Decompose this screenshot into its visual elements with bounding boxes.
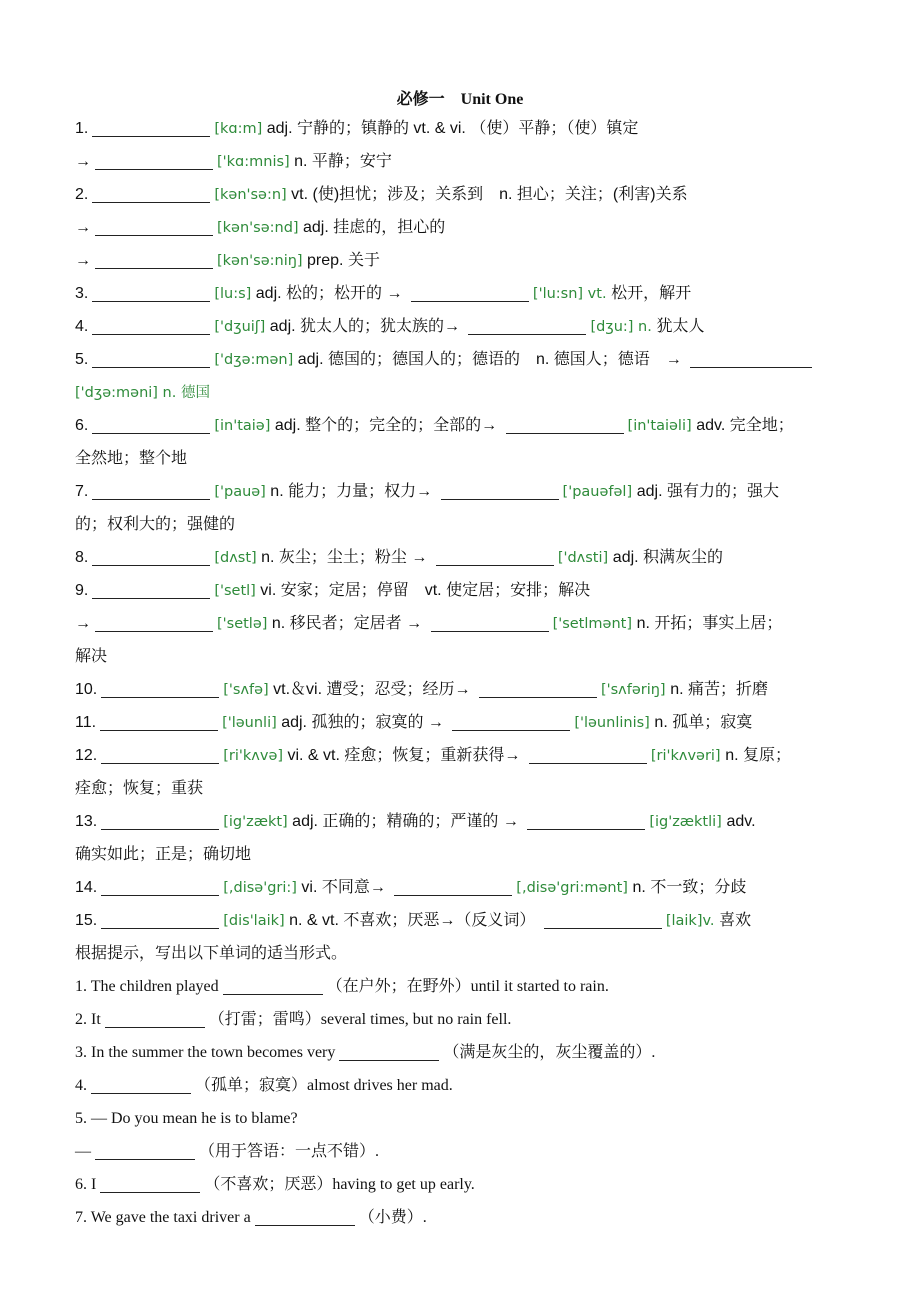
exercise-hint: （用于答语：一点不错）. (199, 1143, 380, 1160)
phonetic: ['dʒə:məni] n. 德国 (75, 385, 210, 401)
definition: n. 灰尘；尘土；粉尘 → (256, 549, 432, 566)
phonetic: [ig'zækt] (223, 814, 288, 830)
definition: 松开，解开 (611, 285, 692, 302)
answer-blank[interactable] (95, 248, 213, 269)
vocab-line (75, 706, 885, 739)
item-number: 2. (75, 186, 89, 203)
item-number: 4. (75, 318, 89, 335)
vocab-line (75, 343, 885, 376)
vocab-line (75, 409, 885, 442)
definition-continued: 痊愈；恢复；重获 (75, 780, 204, 797)
answer-blank[interactable] (394, 875, 512, 896)
phonetic: [,disə'gri:mənt] (516, 880, 633, 896)
answer-blank[interactable] (95, 1139, 195, 1160)
exercise-hint: （不喜欢；厌恶）having to get up early. (204, 1176, 475, 1193)
definition: n. 能力；力量；权力→ (265, 483, 437, 500)
definition: n. 不一致；分歧 (632, 879, 747, 896)
answer-blank[interactable] (223, 974, 323, 995)
phonetic: [dʒu:] n. (590, 319, 657, 335)
definition-continued: 确实如此；正是；确切地 (75, 846, 252, 863)
definition: vi. 不同意→ (296, 879, 391, 896)
answer-blank[interactable] (92, 479, 210, 500)
phonetic: ['setl] (214, 583, 256, 599)
definition: adv. (726, 813, 756, 830)
answer-blank[interactable] (92, 314, 210, 335)
vocab-line (75, 277, 885, 310)
exercise-hint: （打雷；雷鸣）several times, but no rain fell. (208, 1011, 512, 1028)
answer-blank[interactable] (92, 116, 210, 137)
answer-blank[interactable] (527, 809, 645, 830)
vocab-line (75, 640, 885, 673)
answer-blank[interactable] (479, 677, 597, 698)
definition: adj. 强有力的；强大 (636, 483, 779, 500)
phonetic: ['sʌfəriŋ] (600, 682, 671, 698)
exercise-text: 2. It (75, 1011, 101, 1028)
answer-blank[interactable] (105, 1007, 205, 1028)
answer-blank[interactable] (92, 413, 210, 434)
vocab-line (75, 772, 885, 805)
answer-blank[interactable] (92, 347, 210, 368)
answer-blank[interactable] (91, 1073, 191, 1094)
definition: vt.＆vi. 遭受；忍受；经历→ (268, 681, 475, 698)
item-number: 3. (75, 285, 89, 302)
vocab-list (75, 112, 885, 1234)
phonetic: [,disə'gri:] (223, 880, 297, 896)
exercise-line (75, 1135, 885, 1168)
vocab-line (75, 475, 885, 508)
answer-blank[interactable] (100, 1172, 200, 1193)
answer-blank[interactable] (441, 479, 559, 500)
definition: 喜欢 (719, 912, 752, 929)
definition: adj. 积满灰尘的 (612, 549, 724, 566)
definition: 犹太人 (656, 318, 705, 335)
item-number: 1. (75, 120, 89, 137)
answer-blank[interactable] (101, 677, 219, 698)
exercise-line (75, 1201, 885, 1234)
vocab-line (75, 376, 885, 409)
definition-continued: 全然地；整个地 (75, 450, 188, 467)
phonetic: [ig'zæktli] (649, 814, 727, 830)
item-number: 8. (75, 549, 89, 566)
answer-blank[interactable] (100, 710, 218, 731)
definition: adv. 完全地； (696, 417, 794, 434)
phonetic: [kɑ:m] (214, 121, 263, 137)
definition: n. 平静；安宁 (289, 153, 392, 170)
answer-blank[interactable] (436, 545, 554, 566)
vocab-line (75, 739, 885, 772)
vocab-line (75, 838, 885, 871)
exercise-text: 7. We gave the taxi driver a (75, 1209, 251, 1226)
item-number: 6. (75, 417, 89, 434)
phonetic: [dʌst] (214, 550, 257, 566)
answer-blank[interactable] (95, 149, 213, 170)
exercise-hint: （在户外；在野外）until it started to rain. (326, 978, 609, 995)
exercise-hint: （小费）. (358, 1209, 427, 1226)
definition: adj. 宁静的；镇静的 vt. & vi. （使）平静；（使）镇定 (262, 120, 639, 137)
vocab-line (75, 871, 885, 904)
answer-blank[interactable] (255, 1205, 355, 1226)
definition: n. & vt. 不喜欢；厌恶→（反义词） (284, 912, 540, 929)
answer-blank[interactable] (452, 710, 570, 731)
vocab-line (75, 211, 885, 244)
answer-blank[interactable] (95, 611, 213, 632)
answer-blank[interactable] (101, 743, 219, 764)
definition: vi. & vt. 痊愈；恢复；重新获得→ (283, 747, 525, 764)
vocab-line (75, 904, 885, 937)
definition-continued: 解决 (75, 648, 108, 665)
phonetic: ['setlmənt] (552, 616, 637, 632)
vocab-line (75, 673, 885, 706)
exercise-line (75, 1003, 885, 1036)
answer-blank[interactable] (101, 908, 219, 929)
exercise-text: 4. (75, 1077, 87, 1094)
phonetic: ['dʒə:mən] (214, 352, 294, 368)
definition: adj. 德国的；德国人的；德语的 n. 德国人；德语 → (293, 351, 687, 368)
exercise-text: 3. In the summer the town becomes very (75, 1044, 336, 1061)
phonetic: [ri'kʌvəri] (650, 748, 726, 764)
answer-blank[interactable] (339, 1040, 439, 1061)
phonetic: [ri'kʌvə] (223, 748, 284, 764)
item-number: 11. (75, 714, 97, 731)
item-number: 7. (75, 483, 89, 500)
exercise-text: 1. The children played (75, 978, 219, 995)
phonetic: ['dʒuiʃ] (214, 319, 266, 335)
vocab-line (75, 508, 885, 541)
phonetic: ['pauəfəl] (562, 484, 637, 500)
phonetic: ['lu:sn] vt. (532, 286, 612, 302)
phonetic: [lu:s] (214, 286, 252, 302)
exercise-line (75, 1102, 885, 1135)
definition: n. 开拓；事实上居； (636, 615, 783, 632)
phonetic: ['pauə] (214, 484, 266, 500)
answer-blank[interactable] (101, 809, 219, 830)
exercise-text: 5. — Do you mean he is to blame? (75, 1110, 298, 1127)
exercise-line (75, 1069, 885, 1102)
definition: adj. 松的；松开的 → (251, 285, 407, 302)
definition: adj. 挂虑的，担心的 (298, 219, 446, 236)
instruction: 根据提示，写出以下单词的适当形式。 (75, 945, 348, 962)
vocab-line (75, 541, 885, 574)
arrow-icon: → (75, 252, 91, 269)
page-title: 必修一 Unit One (396, 91, 524, 108)
definition: n. 痛苦；折磨 (670, 681, 769, 698)
item-number: 12. (75, 747, 98, 764)
answer-blank[interactable] (101, 875, 219, 896)
definition: adj. 整个的；完全的；全部的→ (270, 417, 502, 434)
phonetic: [dis'laik] (223, 913, 285, 929)
answer-blank[interactable] (92, 281, 210, 302)
item-number: 14. (75, 879, 98, 896)
exercise-hint: （孤单；寂寞）almost drives her mad. (195, 1077, 453, 1094)
phonetic: ['kɑ:mnis] (217, 154, 290, 170)
answer-blank[interactable] (468, 314, 586, 335)
arrow-icon: → (75, 615, 91, 632)
item-number: 13. (75, 813, 98, 830)
vocab-line (75, 145, 885, 178)
arrow-icon: → (75, 219, 91, 236)
item-number: 10. (75, 681, 98, 698)
definition: adj. 犹太人的；犹太族的→ (265, 318, 465, 335)
exercise-line (75, 970, 885, 1003)
answer-blank[interactable] (431, 611, 549, 632)
definition-continued: 的；权利大的；强健的 (75, 516, 236, 533)
answer-blank[interactable] (506, 413, 624, 434)
vocab-line (75, 178, 885, 211)
exercise-line (75, 1036, 885, 1069)
definition: adj. 孤独的；寂寞的 → (276, 714, 449, 731)
vocab-line (75, 805, 885, 838)
phonetic: [in'taiəli] (627, 418, 697, 434)
phonetic: [in'taiə] (214, 418, 271, 434)
vocab-line (75, 574, 885, 607)
item-number: 5. (75, 351, 89, 368)
answer-blank[interactable] (92, 182, 210, 203)
vocab-line (75, 310, 885, 343)
definition: prep. 关于 (302, 252, 380, 269)
definition: n. 复原； (725, 747, 791, 764)
vocab-line (75, 244, 885, 277)
item-number: 9. (75, 582, 89, 599)
exercise-hint: （满是灰尘的，灰尘覆盖的）. (443, 1044, 656, 1061)
answer-blank[interactable] (544, 908, 662, 929)
answer-blank[interactable] (529, 743, 647, 764)
exercise-text: — (75, 1143, 91, 1160)
definition: vi. 安家；定居；停留 vt. 使定居；安排；解决 (255, 582, 591, 599)
arrow-icon: → (75, 153, 91, 170)
answer-blank[interactable] (95, 215, 213, 236)
vocab-line (75, 607, 885, 640)
exercise-text: 6. I (75, 1176, 97, 1193)
phonetic: ['dʌsti] (557, 550, 613, 566)
phonetic: ['sʌfə] (223, 682, 269, 698)
definition: n. 孤单；寂寞 (654, 714, 753, 731)
answer-blank[interactable] (92, 545, 210, 566)
definition: adj. 正确的；精确的；严谨的 → (287, 813, 524, 830)
phonetic: [laik]v. (665, 913, 720, 929)
phonetic: [kən'sə:n] (214, 187, 287, 203)
vocab-line (75, 442, 885, 475)
phonetic: ['ləunli] (222, 715, 277, 731)
exercise-line (75, 1168, 885, 1201)
item-number: 15. (75, 912, 98, 929)
answer-blank[interactable] (411, 281, 529, 302)
phonetic: [kən'sə:niŋ] (217, 253, 303, 269)
definition: n. 移民者；定居者 → (267, 615, 427, 632)
answer-blank[interactable] (92, 578, 210, 599)
definition: vt. (使)担忧；涉及；关系到 n. 担心；关注；(利害)关系 (286, 186, 688, 203)
phonetic: ['setlə] (217, 616, 268, 632)
phonetic: [kən'sə:nd] (217, 220, 299, 236)
phonetic: ['ləunlinis] (574, 715, 655, 731)
vocab-line (75, 112, 885, 145)
answer-blank[interactable] (690, 347, 812, 368)
